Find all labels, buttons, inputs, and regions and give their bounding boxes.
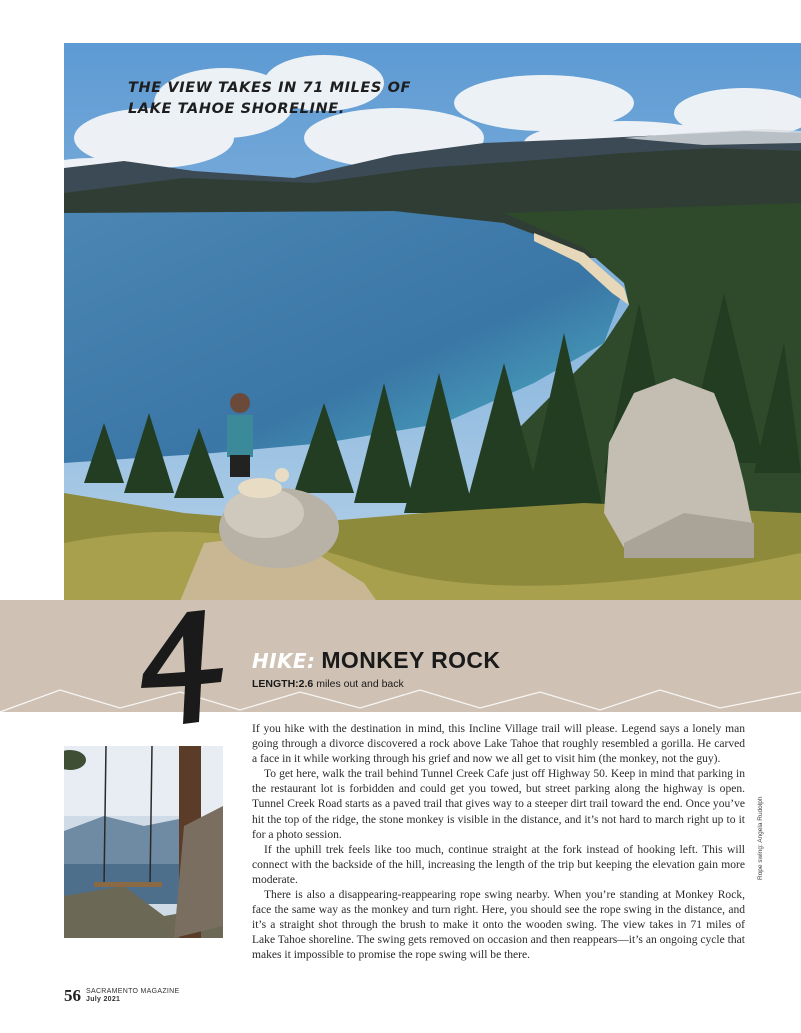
section-title-text: MONKEY ROCK — [321, 647, 501, 673]
section-number — [135, 608, 250, 728]
magazine-info — [86, 988, 179, 1004]
page-footer — [64, 986, 179, 1006]
page-number: 56 — [64, 986, 81, 1005]
section-title — [252, 647, 500, 674]
length-value: 2.6 — [298, 678, 314, 690]
trail-length — [252, 678, 404, 690]
paragraph: There is also a disappearing-reappearing rope swing nearby. When you’re standing at Monkey Rock, face the same way as the monkey and turn right. Here, you should see the rope swing in the distance, and it’s a straight shot through the brush to make it onto the wooden swing. The view takes in 71 miles of Lake Tahoe shoreline. The swing gets removed on occasion and then reappears—it’s an ongoing cycle that makes it impossible to promise the rope swing will be there. — [252, 889, 745, 962]
rope-swing-photo — [64, 746, 223, 938]
article-body — [252, 722, 745, 964]
paragraph: To get here, walk the trail behind Tunnel Creek Cafe just off Highway 50. Keep in mind that parking in the restaurant lot is forbidden and could get you towed, but street parking along the highway is open. Tunnel Creek Road starts as a paved trail that gives way to a steeper dirt trail toward the end. Once you’ve hit the top of the ridge, the stone monkey is visible in the distance, and it’s not hard to march right up to it for a photo session. — [252, 768, 745, 841]
paragraph: If you hike with the destination in mind, this Incline Village trail will please. Legend says a lonely man going through a divorce discovered a rock above Lake Tahoe that roughly resembled a gorilla. He carved a face in it while working through his grief and now we all get to visit him (the monkey, not the guy). — [252, 723, 745, 766]
magazine-name: SACRAMENTO MAGAZINE — [86, 988, 180, 995]
issue-date: July 2021 — [86, 996, 121, 1003]
photo-credit: Rope swing: Angela Rudolph — [757, 796, 764, 880]
photo-caption: THE VIEW TAKES IN 71 MILES OF LAKE TAHOE SHORELINE. — [128, 80, 412, 117]
length-unit: miles out and back — [316, 678, 404, 690]
hero-photo — [64, 43, 801, 640]
length-label: LENGTH: — [252, 678, 299, 690]
section-category: HIKE: — [252, 649, 316, 673]
paragraph: If the uphill trek feels like too much, continue straight at the fork instead of hooking left. This will connect with the backside of the hill, increasing the length of the trip but keeping the elevation gain more moderate. — [252, 843, 745, 886]
